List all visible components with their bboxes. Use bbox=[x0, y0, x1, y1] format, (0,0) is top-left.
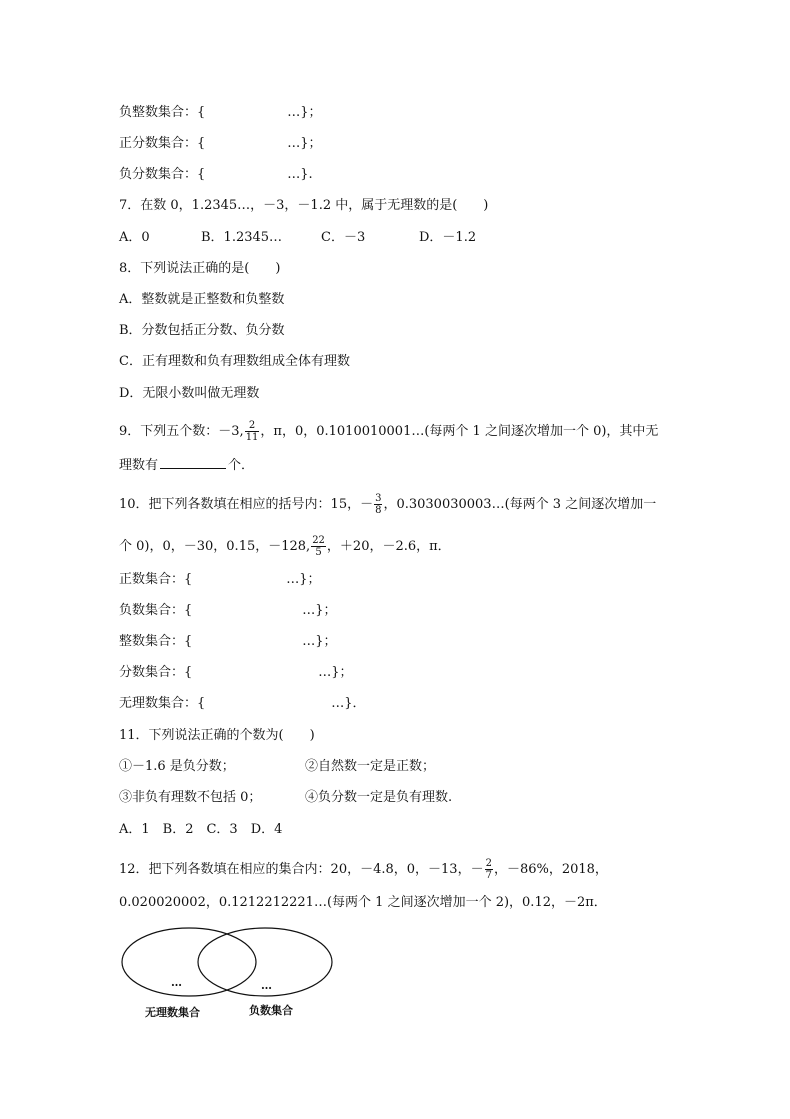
q9-fraction-denominator: 11 bbox=[245, 432, 259, 443]
q10-stem-line1 bbox=[119, 493, 656, 516]
q11-options: A．1 B．2 C．3 D．4 bbox=[119, 822, 283, 837]
q11-stem: 11．下列说法正确的个数为( ) bbox=[119, 728, 315, 743]
q12-stem-a: 12．把下列各数填在相应的集合内：20，－4.8，0，－13，－ bbox=[119, 862, 484, 877]
q11-statement-3: ③非负有理数不包括 0； bbox=[119, 790, 262, 805]
q10-set-label: 负数集合：{ bbox=[119, 603, 193, 618]
q10-set-label: 正数集合：{ bbox=[119, 572, 193, 587]
q10-stem-c: 个 0)，0，－30，0.15，－128, bbox=[119, 539, 311, 554]
q10-set-label: 整数集合：{ bbox=[119, 634, 193, 649]
q10-fraction-1 bbox=[374, 493, 382, 516]
q9-stem-line1 bbox=[119, 420, 658, 443]
q10-fraction-1-denominator: 8 bbox=[375, 505, 382, 516]
q9-stem-d: 个． bbox=[228, 458, 255, 473]
set-end: …}； bbox=[302, 634, 337, 649]
venn-right-dots: … bbox=[261, 979, 272, 992]
q10-stem-a: 10．把下列各数填在相应的括号内：15，－ bbox=[119, 497, 374, 512]
neg-integer-set-label: 负整数集合：{ bbox=[119, 105, 206, 120]
q11-statements-row2 bbox=[119, 789, 452, 807]
q8-stem: 8．下列说法正确的是( ) bbox=[119, 261, 281, 276]
set-end: …}； bbox=[318, 665, 353, 680]
q7-option-a: A．0 bbox=[119, 230, 150, 245]
q12-fraction bbox=[485, 858, 493, 881]
q10-set-fraction bbox=[119, 664, 353, 682]
q8-option-d: D．无限小数叫做无理数 bbox=[119, 386, 260, 401]
pos-fraction-set-label: 正分数集合：{ bbox=[119, 136, 206, 151]
q11-statements-row1 bbox=[119, 758, 435, 776]
q10-stem-line2 bbox=[119, 535, 451, 558]
q8-option-a: A．整数就是正整数和负整数 bbox=[119, 292, 285, 307]
q10-set-irrational bbox=[119, 695, 366, 713]
q12-stem-line1 bbox=[119, 858, 608, 881]
q8-option-c: C．正有理数和负有理数组成全体有理数 bbox=[119, 354, 350, 369]
q8-option-b: B．分数包括正分数、负分数 bbox=[119, 323, 285, 338]
venn-circles bbox=[119, 926, 339, 1001]
q10-stem-b: ，0.3030030003…(每两个 3 之间逐次增加一 bbox=[383, 497, 657, 512]
set-end: …}； bbox=[287, 136, 322, 151]
q10-fraction-2 bbox=[311, 535, 326, 558]
q9-answer-blank[interactable] bbox=[160, 456, 226, 469]
q10-set-integer bbox=[119, 633, 337, 651]
q9-fraction-numerator: 2 bbox=[245, 420, 260, 432]
q9-stem-line2 bbox=[119, 456, 254, 475]
q7-option-b: B．1.2345… bbox=[201, 230, 283, 245]
q10-fraction-1-numerator: 3 bbox=[375, 493, 382, 504]
q7-options bbox=[119, 229, 476, 247]
q9-stem-b: ，π，0，0.1010010001…(每两个 1 之间逐次增加一个 0)，其中无 bbox=[260, 424, 659, 439]
set-end: …}． bbox=[331, 696, 366, 711]
neg-integer-set-line bbox=[119, 104, 322, 122]
q10-set-positive bbox=[119, 571, 321, 589]
q7-stem: 7．在数 0，1.2345…，－3，－1.2 中，属于无理数的是( ) bbox=[119, 198, 489, 213]
venn-right-label: 负数集合 bbox=[249, 1004, 293, 1017]
set-end: …}； bbox=[302, 603, 337, 618]
set-end: …}； bbox=[287, 105, 322, 120]
q12-stem-line2: 0.020020002，0.1212212221…(每两个 1 之间逐次增加一个 2)，0.12，－2π． bbox=[119, 895, 607, 910]
q12-fraction-numerator: 2 bbox=[485, 858, 492, 869]
venn-left-dots: … bbox=[171, 976, 182, 989]
q7-option-d: D．－1.2 bbox=[419, 230, 477, 245]
q10-fraction-2-numerator: 22 bbox=[312, 535, 325, 546]
neg-fraction-set-line bbox=[119, 166, 313, 184]
pos-fraction-set-line bbox=[119, 135, 322, 153]
q11-statement-4: ④负分数一定是负有理数. bbox=[305, 790, 453, 805]
q12-stem-b: ，－86%，2018， bbox=[493, 862, 608, 877]
q7-option-c: C．－3 bbox=[321, 230, 366, 245]
q9-stem-a: 9．下列五个数：－3, bbox=[119, 424, 244, 439]
q10-set-label: 分数集合：{ bbox=[119, 665, 193, 680]
neg-fraction-set-label: 负分数集合：{ bbox=[119, 167, 206, 182]
q10-set-label: 无理数集合：{ bbox=[119, 696, 206, 711]
q9-stem-c: 理数有 bbox=[119, 458, 159, 473]
q9-fraction bbox=[245, 420, 260, 443]
venn-diagram bbox=[119, 926, 339, 1026]
venn-left-label: 无理数集合 bbox=[145, 1006, 200, 1019]
set-end: …}. bbox=[287, 167, 313, 182]
set-end: …}； bbox=[286, 572, 321, 587]
q12-fraction-denominator: 7 bbox=[485, 870, 492, 881]
q10-set-negative bbox=[119, 602, 337, 620]
q10-stem-d: ，＋20，－2.6，π． bbox=[326, 539, 451, 554]
q11-statement-1: ①－1.6 是负分数； bbox=[119, 759, 235, 774]
q11-statement-2: ②自然数一定是正数； bbox=[305, 759, 436, 774]
venn-left-ellipse bbox=[122, 928, 256, 996]
q10-fraction-2-denominator: 5 bbox=[315, 547, 322, 558]
